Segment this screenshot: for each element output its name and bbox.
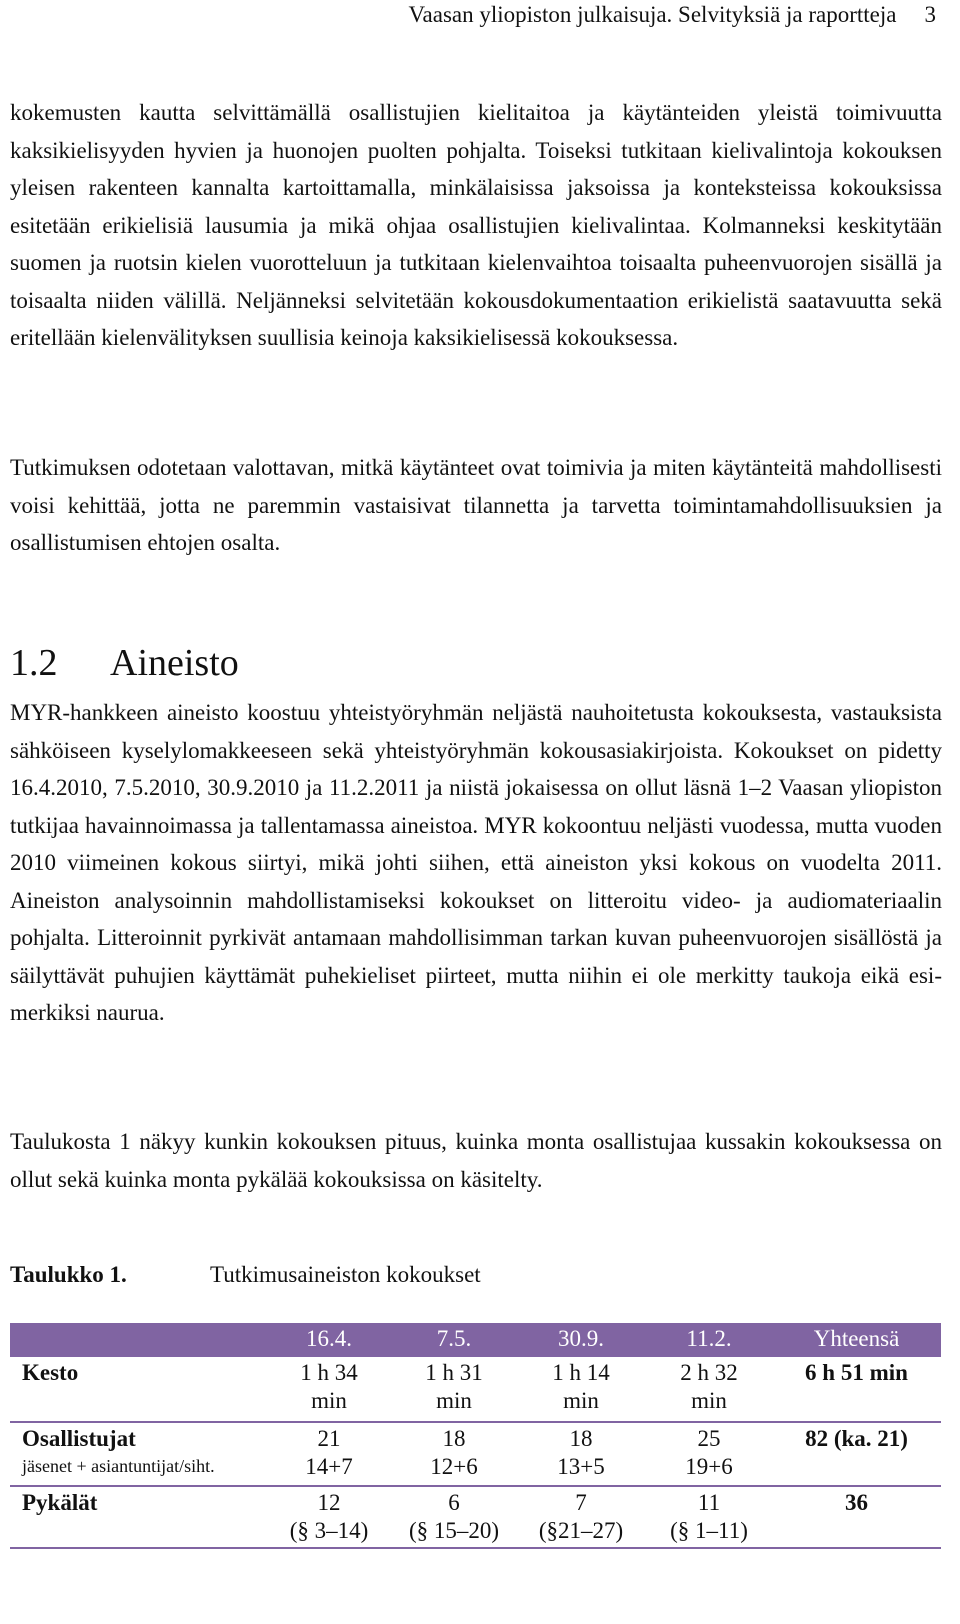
section-heading [10, 640, 239, 686]
table-caption-label: Taulukko 1. [10, 1262, 127, 1287]
running-title: Vaasan yliopiston julkaisuja. Selvityksiä ja raportteja [408, 2, 897, 27]
row-label: Pykälät [22, 1490, 98, 1515]
table-caption [10, 1259, 481, 1291]
table-cell: 25 19+6 [685, 1426, 733, 1479]
row-total: 36 [845, 1490, 868, 1515]
paragraph-2: Tutkimuksen odotetaan valottavan, mitkä käytänteet ovat toimivia ja miten käytänteitä mahdollisesti voisi kehittää, jotta ne paremmin vastaisivat tilannetta ja tarvetta toimintamahdollisuuksien ja osallistumisen ehtojen osalta. [10, 455, 942, 555]
paragraph-4: Taulukosta 1 näkyy kunkin kokouksen pituus, kuinka monta osallistujaa kussakin kokouksessa on ollut sekä kuinka monta pykälää kokouksissa on käsitelty. [10, 1129, 942, 1192]
table-cell: 1 h 34 min [300, 1360, 358, 1413]
table-cell: 21 14+7 [305, 1426, 353, 1479]
row-label: Osallistujat jäsenet + asiantuntijat/siht. [10, 1422, 266, 1486]
table-cell: 1 h 14 min [552, 1360, 610, 1413]
table-row [10, 1356, 941, 1422]
table-cell: 18 13+5 [557, 1426, 605, 1479]
table-header-cell: Yhteensä [813, 1326, 900, 1351]
row-sublabel: jäsenet + asiantuntijat/siht. [22, 1456, 215, 1476]
table-cell: 7 (§21–27) [538, 1490, 624, 1543]
table-header-cell: 7.5. [436, 1326, 472, 1351]
table-cell: 1 h 31 min [425, 1360, 483, 1413]
table-cell: 6 (§ 15–20) [408, 1490, 500, 1543]
row-total: 82 (ka. 21) [805, 1426, 908, 1451]
page-number: 3 [924, 2, 936, 27]
row-label: Kesto [22, 1360, 79, 1385]
table-caption-title: Tutkimusaineiston kokoukset [210, 1262, 481, 1287]
table-header-cell: 11.2. [686, 1326, 732, 1351]
paragraph-1: kokemusten kautta selvittämällä osallistujien kielitaitoa ja käytänteiden yleistä toimivuutta kaksikielisyyden hyvien ja huonojen puolten pohjalta. Toiseksi tutkitaan kielivalintoja kokouksen yleisen rakenteen kannalta kartoittamalla, minkälaisissa jaksoissa ja konteksteissa kokouksissa esitetään erikielisiä lausumia ja mikä ohjaa osallistujien kielivalintaa. Kolmanneksi keskitytään suomen ja ruotsin kielen vuorotteluun ja tutkitaan kielenvaihtoa toisaalta puheenvuorojen sisällä ja toisaalta niiden välillä. Neljänneksi selvitetään kokousdokumentaation erikielistä saatavuutta sekä eritellään kielenvälityksen suullisia keinoja kaksikielisessä kokouksessa. [10, 100, 942, 350]
table-header-cell [10, 1323, 266, 1356]
table-row [10, 1422, 941, 1486]
table-cell: 12 (§ 3–14) [289, 1490, 369, 1543]
table-cell: 11 (§ 1–11) [670, 1490, 748, 1543]
table-cell: 2 h 32 min [680, 1360, 738, 1413]
section-number: 1.2 [10, 642, 58, 684]
table-row [10, 1486, 941, 1548]
section-title: Aineisto [110, 642, 239, 684]
row-total: 6 h 51 min [805, 1360, 908, 1385]
table-header-cell: 30.9. [558, 1326, 604, 1351]
table-header-row [10, 1323, 941, 1356]
table-cell: 18 12+6 [430, 1426, 478, 1479]
meetings-table [10, 1323, 941, 1549]
table-header-cell: 16.4. [306, 1326, 352, 1351]
running-header [0, 0, 936, 30]
paragraph-3: MYR-hankkeen aineisto koostuu yhteistyöryhmän neljästä nauhoitetusta kokouksesta, vastauksista sähköiseen kyselylomakkeeseen sekä yhteistyöryhmän kokousasiakirjoista. Kokoukset on pidetty 16.4.2010, 7.5.2010, 30.9.2010 ja 11.2.2011 ja niistä jokaisessa on ollut läsnä 1–2 Vaasan yliopiston tutkijaa havainnoimassa ja tallentamassa aineistoa. MYR kokoontuu neljästi vuodessa, mutta vuoden 2010 viimeinen kokous siirtyi, mikä johti siihen, että aineiston yksi kokous on vuodelta 2011. Aineiston analysoinnin mahdollistamiseksi kokoukset on litteroitu video- ja audiomateriaalin pohjalta. Litteroinnit pyrkivät antamaan mahdollisimman tarkan kuvan puheenvuorojen sisällöstä ja säilyttävät puhujien käyttämät puhekieliset piirteet, mutta niihin ei ole merkitty taukoja eikä esimerkiksi naurua. [10, 700, 942, 1025]
